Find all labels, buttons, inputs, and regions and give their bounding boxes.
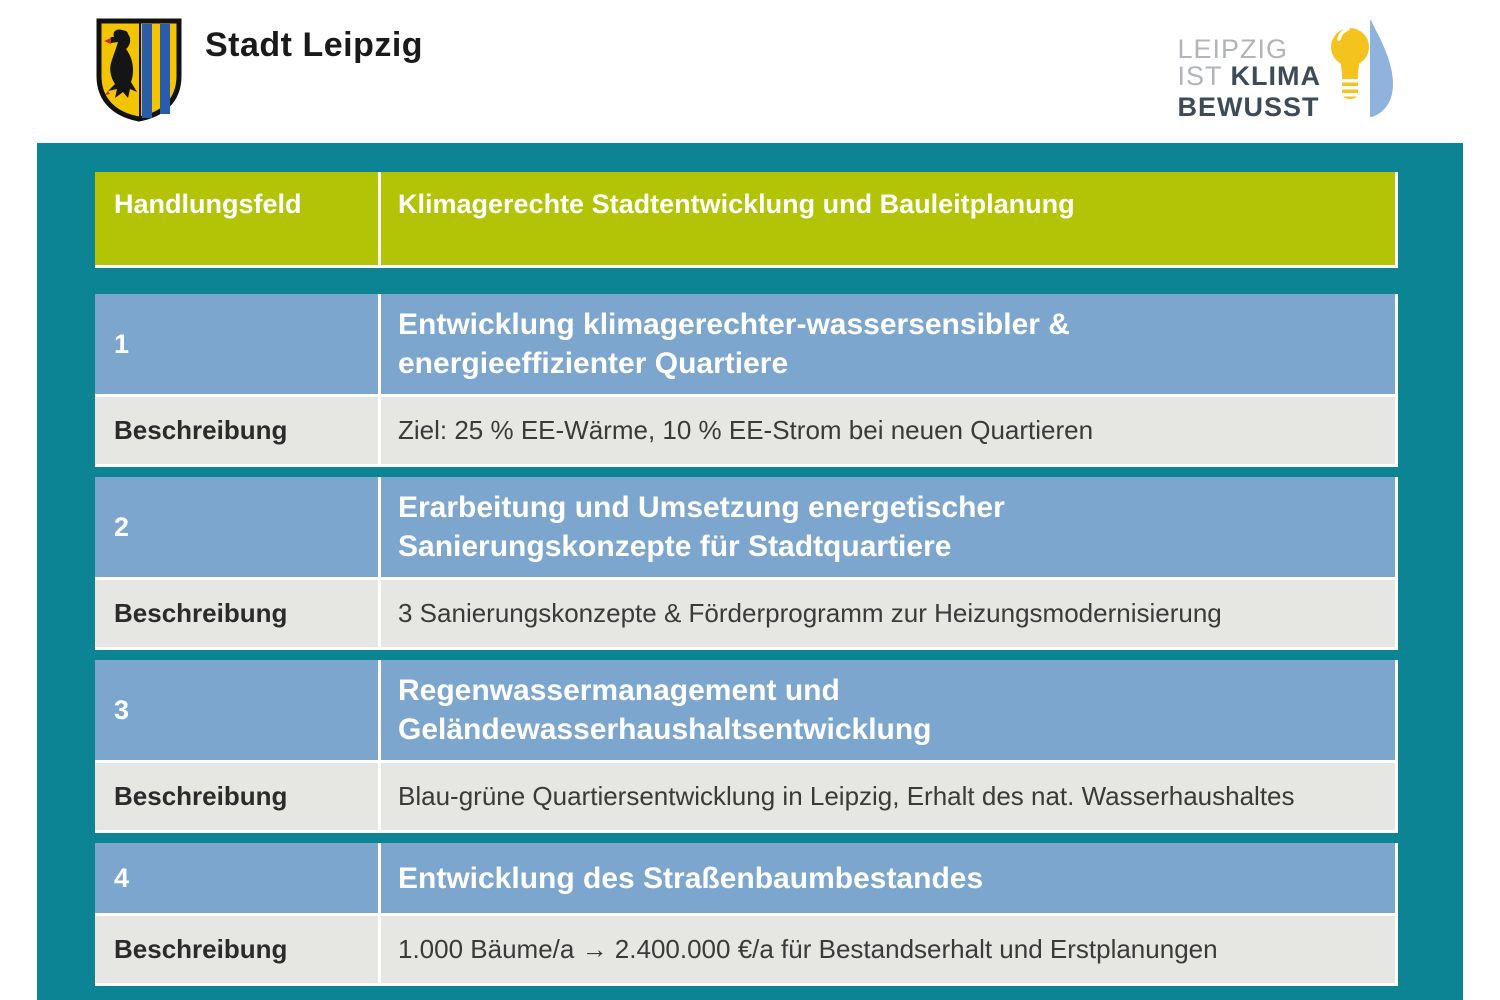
measure-section-2 [95,477,1398,650]
measure-title: Erarbeitung und Umsetzung energetischer Sanierungskonzepte für Stadtquartiere [398,491,1005,563]
description-label: Beschreibung [114,781,288,811]
description-text: 3 Sanierungskonzepte & Förderprogramm zur Heizungsmodernisierung [398,598,1222,628]
table-header-col1 [95,172,381,265]
content-panel [37,143,1463,1000]
description-label: Beschreibung [114,934,288,964]
measure-number: 3 [114,694,130,725]
table-header-row [95,172,1398,268]
measure-number: 2 [114,511,130,542]
brand-title: Stadt Leipzig [205,26,424,64]
klimabewusst-logo-text [1177,36,1321,121]
header-col1-label: Handlungsfeld [114,189,302,219]
klimabewusst-logo [1177,20,1395,124]
logo-line-bewusst: BEWUSST [1177,92,1320,122]
table-header-col2 [381,172,1395,265]
measure-number: 1 [114,328,130,359]
measure-title: Entwicklung des Straßenbaumbestandes [398,861,984,895]
measure-section-1 [95,294,1398,467]
lightbulb-waterdrop-icon [1331,20,1395,124]
description-text: 1.000 Bäume/a → 2.400.000 €/a für Bestandserhalt und Erstplanungen [398,934,1218,964]
measure-title: Entwicklung klimagerechter-wassersensibler & energieeffizienter Quartiere [398,308,1070,380]
description-text: Ziel: 25 % EE-Wärme, 10 % EE-Strom bei neuen Quartieren [398,415,1094,445]
page-header [0,0,1500,143]
measure-title-row [95,660,1395,760]
measure-description-row [95,577,1395,647]
measure-title: Regenwassermanagement und Geländewasserhaushaltsentwicklung [398,674,932,746]
measure-section-3 [95,660,1398,833]
description-text: Blau-grüne Quartiersentwicklung in Leipzig, Erhalt des nat. Wasserhaushaltes [398,781,1295,811]
stadt-leipzig-brand [95,18,423,122]
measure-description-row [95,760,1395,830]
leipzig-coat-of-arms-icon [95,18,183,122]
logo-line-ist-klima: IST KLIMA [1177,61,1321,91]
header-col2-label: Klimagerechte Stadtentwicklung und Bauleitplanung [398,189,1075,219]
measure-section-4 [95,843,1398,986]
measure-number: 4 [114,862,130,893]
handlungsfeld-table [95,172,1398,996]
measure-title-row [95,294,1395,394]
description-label: Beschreibung [114,598,288,628]
measure-description-row [95,913,1395,983]
description-label: Beschreibung [114,415,288,445]
measure-title-row [95,843,1395,913]
logo-line-leipzig: LEIPZIG [1177,34,1289,64]
measure-description-row [95,394,1395,464]
measure-title-row [95,477,1395,577]
